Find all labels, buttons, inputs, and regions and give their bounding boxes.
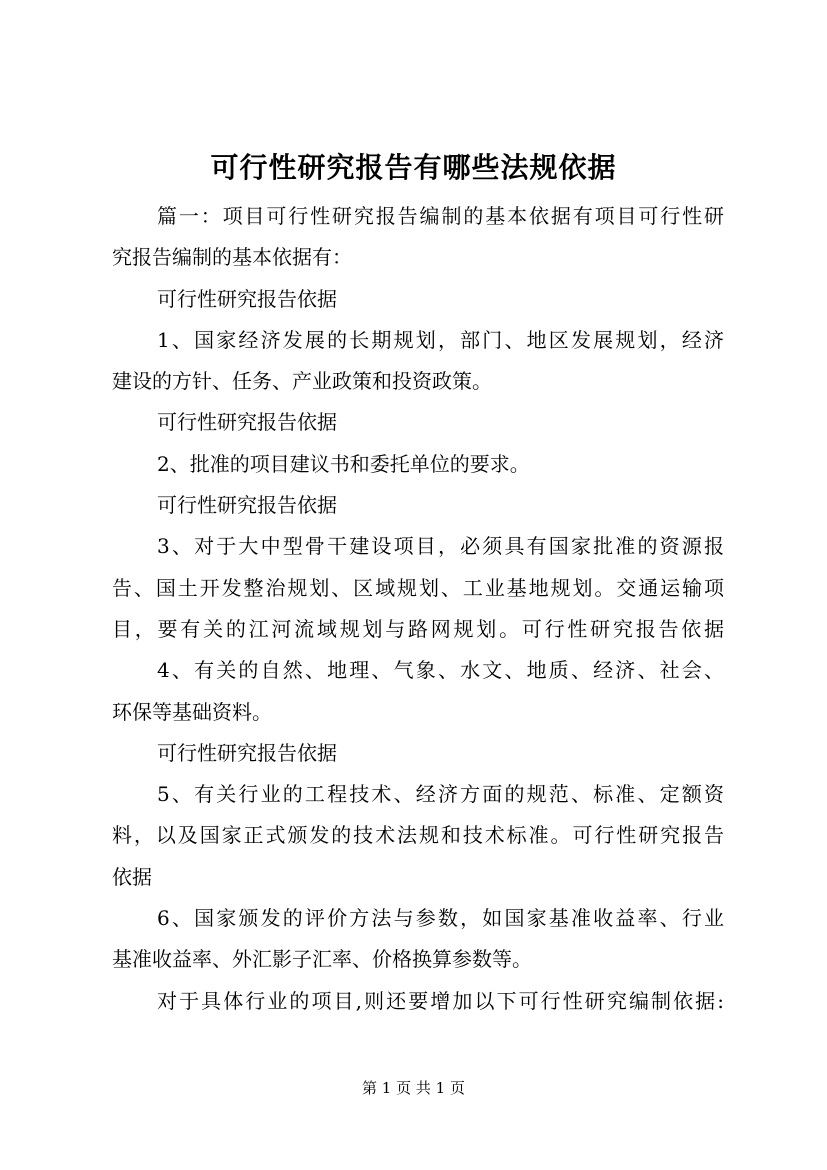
body-line-2: 究报告编制的基本依据有：	[112, 245, 352, 270]
body-line-6: 可行性研究报告依据	[157, 410, 337, 435]
body-line-1: 篇一：项目可行性研究报告编制的基本依据有项目可行性研	[157, 204, 724, 228]
body-line-17: 依据	[112, 864, 152, 889]
body-line-9: 3、对于大中型骨干建设项目，必须具有国家批准的资源报	[157, 534, 724, 559]
body-line-18: 6、国家颁发的评价方法与参数，如国家基准收益率、行业	[157, 906, 724, 931]
body-line-11: 目，要有关的江河流域规划与路网规划。可行性研究报告依据	[112, 616, 724, 641]
body-line-12: 4、有关的自然、地理、气象、水文、地质、经济、社会、	[157, 658, 724, 683]
body-line-4: 1、国家经济发展的长期规划，部门、地区发展规划，经济	[157, 327, 724, 352]
body-line-19: 基准收益率、外汇影子汇率、价格换算参数等。	[112, 947, 532, 972]
body-line-13: 环保等基础资料。	[112, 699, 272, 724]
document-body	[112, 196, 724, 1022]
document-title: 可行性研究报告有哪些法规依据	[210, 151, 617, 184]
body-line-14: 可行性研究报告依据	[157, 740, 337, 765]
body-line-20: 对于具体行业的项目,则还要增加以下可行性研究编制依据:	[157, 988, 724, 1013]
body-line-3: 可行性研究报告依据	[157, 286, 337, 311]
body-line-8: 可行性研究报告依据	[157, 493, 337, 518]
body-line-7: 2、批准的项目建议书和委托单位的要求。	[157, 451, 530, 476]
body-line-5: 建设的方针、任务、产业政策和投资政策。	[112, 369, 492, 394]
page-footer: 第 1 页 共 1 页	[362, 1079, 465, 1097]
body-line-16: 料，以及国家正式颁发的技术法规和技术标准。可行性研究报告	[112, 823, 724, 848]
body-line-10: 告、国土开发整治规划、区域规划、工业基地规划。交通运输项	[112, 575, 724, 600]
body-line-15: 5、有关行业的工程技术、经济方面的规范、标准、定额资	[157, 782, 724, 807]
